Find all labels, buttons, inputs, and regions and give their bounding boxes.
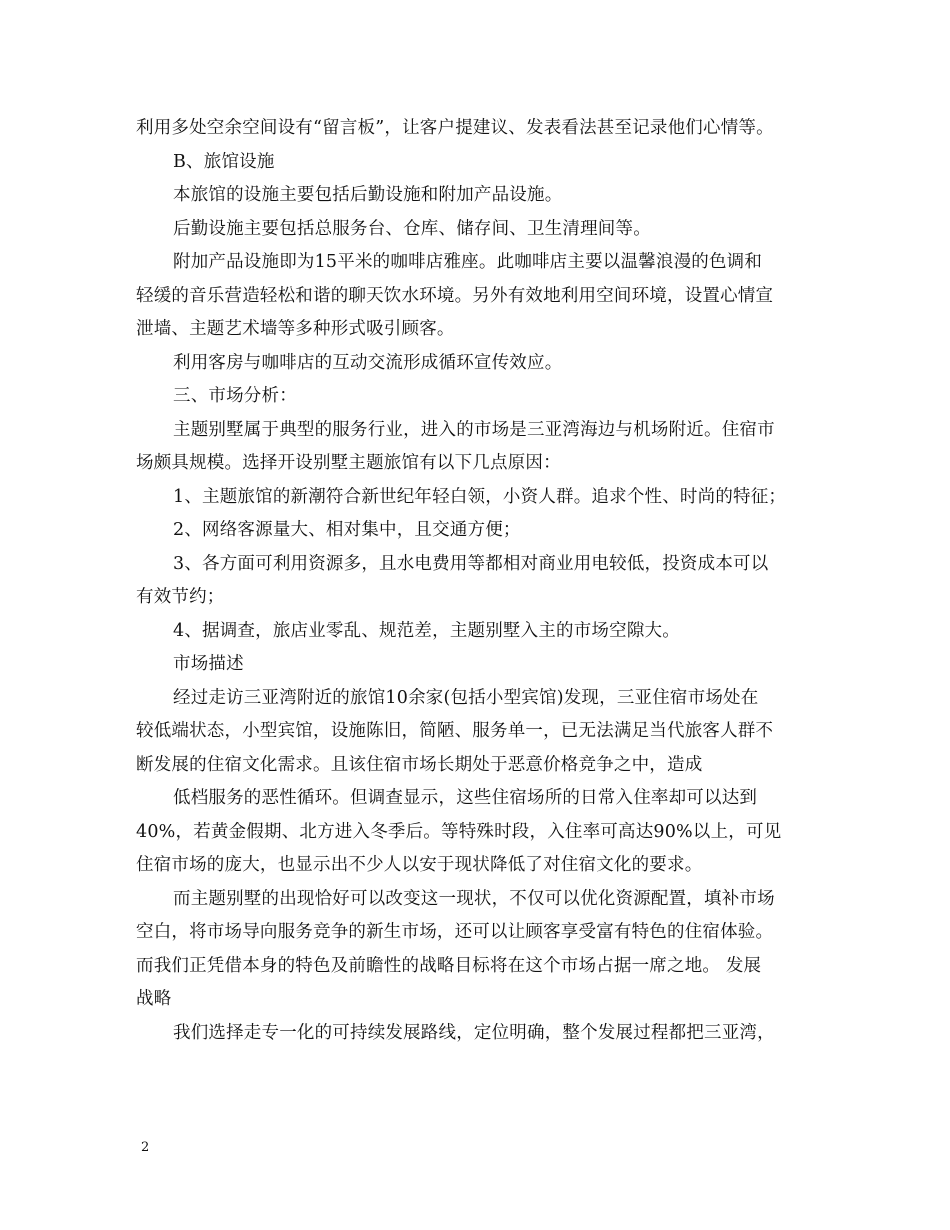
text-line: 附加产品设施即为15平米的咖啡店雅座。此咖啡店主要以温馨浪漫的色调和 [173, 252, 763, 272]
text-line: 经过走访三亚湾附近的旅馆10余家(包括小型宾馆)发现，三亚住宿市场处在 [173, 687, 759, 708]
text-line: 战略 [136, 989, 172, 1009]
text-line: 后勤设施主要包括总服务台、仓库、储存间、卫生清理间等。 [173, 218, 651, 239]
text-line: 空白，将市场导向服务竞争的新生市场，还可以让顾客享受富有特色的住宿体验。 [136, 922, 774, 942]
text-line: 场颇具规模。选择开设别墅主题旅馆有以下几点原因： [136, 453, 561, 473]
text-line: 3、各方面可利用资源多，且水电费用等都相对商业用电较低，投资成本可以 [173, 553, 769, 574]
page-number: 2 [141, 1140, 150, 1155]
text-line: 轻缓的音乐营造轻松和谐的聊天饮水环境。另外有效地利用空间环境，设置心情宣 [136, 285, 774, 306]
document-body [136, 112, 826, 1050]
text-line: 本旅馆的设施主要包括后勤设施和附加产品设施。 [173, 185, 563, 205]
text-line: 住宿市场的庞大，也显示出不少人以安于现状降低了对住宿文化的要求。 [136, 855, 703, 875]
text-line: 1、主题旅馆的新潮符合新世纪年轻白领，小资人群。追求个性、时尚的特征； [173, 486, 787, 507]
text-line: 而主题别墅的出现恰好可以改变这一现状，不仅可以优化资源配置，填补市场 [173, 888, 775, 909]
text-line: 三、市场分析： [173, 386, 297, 406]
text-line: 主题别墅属于典型的服务行业，进入的市场是三亚湾海边与机场附近。住宿市 [173, 419, 775, 440]
text-line: 利用多处空余空间设有“留言板”，让客户提建议、发表看法甚至记录他们心情等。 [136, 118, 774, 138]
text-line: 市场描述 [173, 654, 244, 674]
text-line: 2、网络客源量大、相对集中，且交通方便； [173, 520, 521, 540]
text-line: B、旅馆设施 [173, 151, 275, 172]
text-line: 较低端状态，小型宾馆，设施陈旧，简陋、服务单一，已无法满足当代旅客人群不 [136, 721, 774, 741]
text-line: 泄墙、主题艺术墙等多种形式吸引顾客。 [136, 319, 455, 339]
text-line: 而我们正凭借本身的特色及前瞻性的战略目标将在这个市场占据一席之地。 发展 [136, 955, 762, 976]
text-line: 断发展的住宿文化需求。且该住宿市场长期处于恶意价格竞争之中，造成 [136, 754, 703, 775]
text-line: 4、据调查，旅店业零乱、规范差，主题别墅入主的市场空隙大。 [173, 620, 680, 641]
text-line: 利用客房与咖啡店的互动交流形成循环宣传效应。 [173, 352, 563, 373]
text-line: 低档服务的恶性循环。但调查显示，这些住宿场所的日常入住率却可以达到 [173, 788, 758, 808]
text-line: 40%，若黄金假期、北方进入冬季后。等特殊时段，入住率可高达90%以上，可见 [136, 821, 782, 842]
text-line: 我们选择走专一化的可持续发展路线，定位明确，整个发展过程都把三亚湾， [173, 1022, 775, 1043]
text-line: 有效节约； [136, 587, 225, 607]
